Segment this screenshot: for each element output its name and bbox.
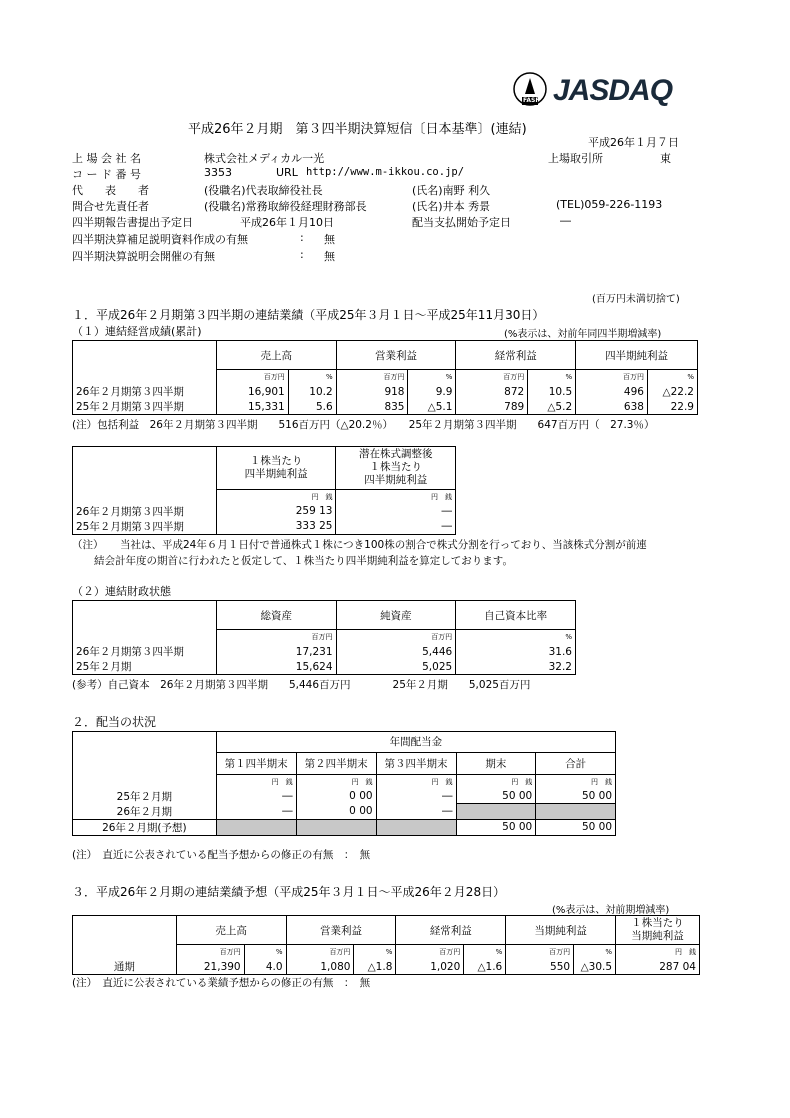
- div-label: 配当支払開始予定日: [412, 216, 511, 229]
- hdr-ord: 経常利益: [456, 341, 576, 370]
- hdr-op: 営業利益: [336, 341, 456, 370]
- unit-m: 百万円: [336, 630, 456, 645]
- unit-yen: 円 銭: [616, 945, 700, 960]
- eps-note-line1: 当社は、平成24年６月１日付で普通株式１株につき100株の割合で株式分割を行っており、当該株式分割が前連: [120, 539, 647, 551]
- hdr-net-assets: 純資産: [336, 601, 456, 630]
- unit-p: %: [354, 945, 396, 960]
- hdr-total-assets: 総資産: [216, 601, 336, 630]
- unit-yen: 円 銭: [536, 774, 616, 789]
- unit-m: 百万円: [176, 945, 244, 960]
- contact-title: (役職名)常務取締役経理財務部長: [204, 200, 367, 213]
- unit-yen: 円 銭: [456, 774, 536, 789]
- hdr-net: 四半期純利益: [576, 341, 698, 370]
- supp-sep: :: [300, 231, 304, 244]
- table-row: 26年２月期 ― 0 00 ―: [73, 804, 616, 820]
- unit-p: %: [464, 945, 506, 960]
- dividend-table: [72, 731, 616, 836]
- report-date: 平成26年１月７日: [588, 136, 679, 149]
- unit-m: 百万円: [286, 945, 354, 960]
- hdr-sales: 売上高: [216, 341, 336, 370]
- unit-yen: 円 銭: [216, 774, 296, 789]
- forecast-note: (注） 直近に公表されている業績予想からの修正の有無 ： 無: [72, 977, 371, 989]
- report-filing-date: 平成26年１月10日: [240, 216, 334, 229]
- table-row: 通期 21,390 4.0 1,080 △1.8 1,020 △1.6 550 △30.5 287 04: [73, 959, 700, 975]
- eps-note-head: （注）: [72, 539, 104, 551]
- report-label: 四半期報告書提出予定日: [72, 216, 193, 229]
- fasf-logo: [512, 72, 548, 112]
- table-row: 26年２月期第３四半期 17,231 5,446 31.6: [73, 644, 576, 659]
- unit-yen: 円 銭: [376, 774, 456, 789]
- unit-p: %: [528, 370, 576, 385]
- exchange-label: 上場取引所: [548, 152, 603, 165]
- hdr-op: 営業利益: [286, 916, 396, 945]
- hdr-diluted: 潜在株式調整後 １株当たり 四半期純利益: [336, 447, 456, 490]
- comprehensive-income-note: (注）包括利益 26年２月期第３四半期 516百万円（△20.2％） 25年２月期第３四半期 647百万円（ 27.3％）: [72, 419, 655, 431]
- results-table: [72, 340, 698, 415]
- supp-val: 無: [324, 233, 335, 246]
- unit-m: 百万円: [216, 630, 336, 645]
- url-link[interactable]: http://www.m-ikkou.co.jp/: [306, 166, 465, 178]
- hdr-equity-ratio: 自己資本比率: [456, 601, 576, 630]
- hdr-annual-dividend: 年間配当金: [216, 732, 615, 753]
- sec1-sub2: （２）連結財政状態: [72, 585, 171, 598]
- table-row: 26年２月期第３四半期 259 13 ―: [73, 504, 456, 519]
- unit-p: %: [574, 945, 616, 960]
- hdr-net: 当期純利益: [506, 916, 616, 945]
- hdr-sales: 売上高: [176, 916, 286, 945]
- unit-p: %: [456, 630, 576, 645]
- table-row: 25年２月期第３四半期 333 25 ―: [73, 519, 456, 535]
- supp-label: 四半期決算補足説明資料作成の有無: [72, 233, 248, 246]
- unit-yen: 円 銭: [216, 489, 336, 504]
- tel: (TEL)059-226-1193: [556, 198, 663, 211]
- sec3-title: ３．平成26年２月期の連結業績予想（平成25年３月１日～平成26年２月28日）: [72, 885, 506, 899]
- brief-label: 四半期決算説明会開催の有無: [72, 250, 215, 263]
- financial-position-table: [72, 600, 576, 675]
- unit-p: %: [244, 945, 286, 960]
- forecast-table: [72, 915, 700, 975]
- company-name-label: 上 場 会 社 名: [72, 152, 141, 165]
- div-date: ―: [560, 214, 571, 227]
- eps-note-line2: 結会計年度の期首に行われたと仮定して、１株当たり四半期純利益を算定しております。: [94, 555, 513, 567]
- hdr-q3: 第３四半期末: [376, 752, 456, 774]
- table-row: 25年２月期第３四半期 15,331 5.6 835 △5.1 789 △5.2 638 22.9: [73, 399, 698, 415]
- url-label: URL: [276, 166, 298, 179]
- unit-m: 百万円: [396, 945, 464, 960]
- equity-note: (参考）自己資本 26年２月期第３四半期 5,446百万円 25年２月期 5,025百万円: [72, 679, 531, 691]
- contact-name: (氏名)井本 秀景: [412, 200, 491, 213]
- unit-yen: 円 銭: [296, 774, 376, 789]
- unit-m: 百万円: [506, 945, 574, 960]
- unit-m: 百万円: [336, 370, 408, 385]
- page-title: 平成26年２月期 第３四半期決算短信〔日本基準〕(連結): [188, 122, 527, 137]
- exchange: 東: [660, 152, 671, 165]
- rep-label: 代 表 者: [72, 184, 149, 197]
- sec1-sub1: （１）連結経営成績(累計): [72, 325, 202, 338]
- brief-sep: :: [300, 248, 304, 261]
- fasf-text: FASF: [523, 97, 540, 104]
- hdr-q1: 第１四半期末: [216, 752, 296, 774]
- table-row: 26年２月期第３四半期 16,901 10.2 918 9.9 872 10.5 496 △22.2: [73, 384, 698, 399]
- code: 3353: [204, 166, 232, 179]
- hdr-ord: 経常利益: [396, 916, 506, 945]
- jasdaq-logo: JASDAQ: [553, 74, 673, 107]
- unit-p: %: [288, 370, 336, 385]
- unit-m: 百万円: [576, 370, 648, 385]
- sec1-title: １．平成26年２月期第３四半期の連結業績（平成25年３月１日～平成25年11月30日）: [72, 308, 545, 322]
- sec1-pct-note: (%表示は、対前年同四半期増減率): [504, 329, 662, 340]
- sec2-title: ２．配当の状況: [72, 715, 157, 729]
- table-row: 25年２月期 ― 0 00 ― 50 00 50 00: [73, 789, 616, 804]
- rep-title: (役職名)代表取締役社長: [204, 184, 323, 197]
- hdr-year-end: 期末: [456, 752, 536, 774]
- contact-label: 問合せ先責任者: [72, 200, 149, 213]
- unit-note: (百万円未満切捨て): [592, 294, 680, 305]
- company-name: 株式会社メディカル一光: [204, 152, 325, 165]
- brief-val: 無: [324, 250, 335, 263]
- dividend-note: (注） 直近に公表されている配当予想からの修正の有無 ： 無: [72, 849, 371, 861]
- hdr-total: 合計: [536, 752, 616, 774]
- unit-m: 百万円: [456, 370, 528, 385]
- unit-m: 百万円: [216, 370, 288, 385]
- eps-table: [72, 446, 456, 535]
- sec3-pct-note: (%表示は、対前期増減率): [552, 905, 670, 916]
- unit-p: %: [647, 370, 697, 385]
- unit-yen: 円 銭: [336, 489, 456, 504]
- table-row: 26年２月期(予想) 50 00 50 00: [73, 819, 616, 835]
- rep-name: (氏名)南野 利久: [412, 184, 491, 197]
- hdr-q2: 第２四半期末: [296, 752, 376, 774]
- hdr-eps: １株当たり 四半期純利益: [216, 447, 336, 490]
- hdr-eps: １株当たり 当期純利益: [616, 916, 700, 945]
- code-label: コ ー ド 番 号: [72, 168, 141, 181]
- table-row: 25年２月期 15,624 5,025 32.2: [73, 659, 576, 675]
- unit-p: %: [408, 370, 456, 385]
